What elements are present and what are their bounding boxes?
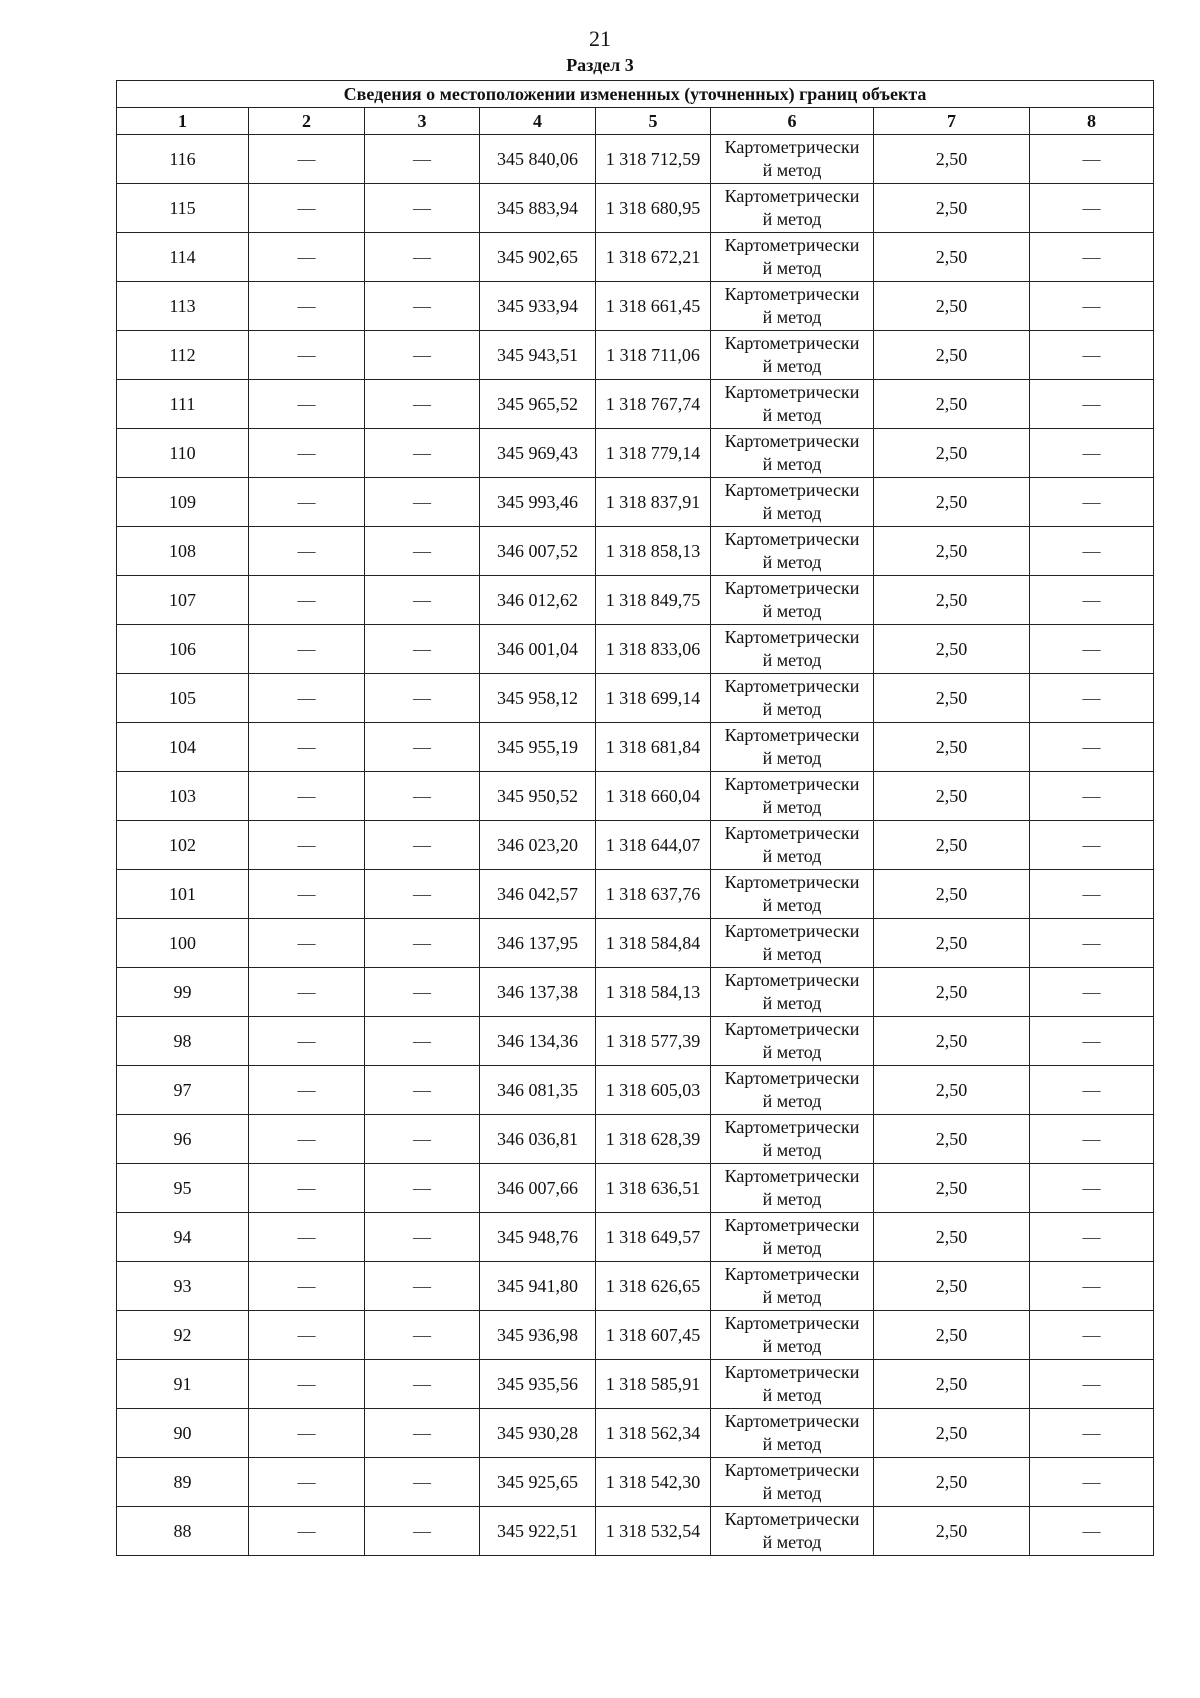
page-number: 21	[589, 26, 611, 51]
cell-col2: —	[249, 821, 365, 870]
cell-point-number: 89	[117, 1458, 249, 1507]
cell-col8: —	[1030, 772, 1154, 821]
cell-col8: —	[1030, 1507, 1154, 1556]
cell-method: Картометрически й метод	[711, 184, 874, 233]
cell-method: Картометрически й метод	[711, 380, 874, 429]
cell-y-coordinate: 1 318 858,13	[596, 527, 711, 576]
cell-accuracy: 2,50	[874, 723, 1030, 772]
column-header: 3	[365, 108, 480, 135]
cell-col3: —	[365, 1213, 480, 1262]
cell-x-coordinate: 345 943,51	[480, 331, 596, 380]
cell-col2: —	[249, 1115, 365, 1164]
cell-x-coordinate: 346 081,35	[480, 1066, 596, 1115]
cell-y-coordinate: 1 318 837,91	[596, 478, 711, 527]
cell-method: Картометрически й метод	[711, 527, 874, 576]
cell-col3: —	[365, 1017, 480, 1066]
cell-x-coordinate: 345 933,94	[480, 282, 596, 331]
cell-col8: —	[1030, 1311, 1154, 1360]
cell-x-coordinate: 346 036,81	[480, 1115, 596, 1164]
cell-col8: —	[1030, 282, 1154, 331]
table-row	[117, 1311, 1154, 1360]
cell-y-coordinate: 1 318 649,57	[596, 1213, 711, 1262]
cell-col2: —	[249, 527, 365, 576]
cell-col3: —	[365, 919, 480, 968]
cell-x-coordinate: 345 965,52	[480, 380, 596, 429]
cell-point-number: 88	[117, 1507, 249, 1556]
cell-x-coordinate: 345 958,12	[480, 674, 596, 723]
cell-col3: —	[365, 282, 480, 331]
cell-col8: —	[1030, 478, 1154, 527]
cell-x-coordinate: 346 137,95	[480, 919, 596, 968]
table-row	[117, 625, 1154, 674]
cell-y-coordinate: 1 318 532,54	[596, 1507, 711, 1556]
column-header: 1	[117, 108, 249, 135]
cell-y-coordinate: 1 318 660,04	[596, 772, 711, 821]
cell-point-number: 96	[117, 1115, 249, 1164]
cell-col8: —	[1030, 331, 1154, 380]
cell-col8: —	[1030, 674, 1154, 723]
cell-accuracy: 2,50	[874, 1262, 1030, 1311]
cell-method: Картометрически й метод	[711, 772, 874, 821]
cell-col3: —	[365, 331, 480, 380]
cell-col2: —	[249, 282, 365, 331]
cell-col8: —	[1030, 576, 1154, 625]
cell-accuracy: 2,50	[874, 919, 1030, 968]
cell-y-coordinate: 1 318 699,14	[596, 674, 711, 723]
cell-point-number: 95	[117, 1164, 249, 1213]
cell-col2: —	[249, 1164, 365, 1213]
cell-col2: —	[249, 1458, 365, 1507]
cell-x-coordinate: 345 840,06	[480, 135, 596, 184]
cell-method: Картометрически й метод	[711, 919, 874, 968]
cell-col2: —	[249, 772, 365, 821]
cell-col3: —	[365, 527, 480, 576]
cell-col2: —	[249, 1213, 365, 1262]
table-row	[117, 429, 1154, 478]
cell-col2: —	[249, 1507, 365, 1556]
cell-x-coordinate: 346 134,36	[480, 1017, 596, 1066]
cell-y-coordinate: 1 318 585,91	[596, 1360, 711, 1409]
cell-y-coordinate: 1 318 542,30	[596, 1458, 711, 1507]
cell-x-coordinate: 345 930,28	[480, 1409, 596, 1458]
cell-method: Картометрически й метод	[711, 674, 874, 723]
cell-col8: —	[1030, 919, 1154, 968]
cell-accuracy: 2,50	[874, 331, 1030, 380]
cell-y-coordinate: 1 318 605,03	[596, 1066, 711, 1115]
cell-point-number: 116	[117, 135, 249, 184]
cell-point-number: 94	[117, 1213, 249, 1262]
cell-col8: —	[1030, 1017, 1154, 1066]
cell-y-coordinate: 1 318 584,13	[596, 968, 711, 1017]
table-body	[117, 135, 1154, 1556]
cell-accuracy: 2,50	[874, 1213, 1030, 1262]
cell-accuracy: 2,50	[874, 135, 1030, 184]
cell-col8: —	[1030, 723, 1154, 772]
cell-col3: —	[365, 1262, 480, 1311]
cell-point-number: 104	[117, 723, 249, 772]
table-row	[117, 1164, 1154, 1213]
table-caption: Сведения о местоположении измененных (уточненных) границ объекта	[117, 81, 1154, 108]
cell-method: Картометрически й метод	[711, 331, 874, 380]
cell-method: Картометрически й метод	[711, 1115, 874, 1164]
cell-y-coordinate: 1 318 661,45	[596, 282, 711, 331]
cell-point-number: 101	[117, 870, 249, 919]
cell-accuracy: 2,50	[874, 1409, 1030, 1458]
table-row	[117, 821, 1154, 870]
cell-col3: —	[365, 821, 480, 870]
cell-col8: —	[1030, 1213, 1154, 1262]
cell-col3: —	[365, 968, 480, 1017]
cell-col2: —	[249, 1262, 365, 1311]
cell-col8: —	[1030, 1360, 1154, 1409]
cell-col3: —	[365, 723, 480, 772]
cell-col3: —	[365, 1360, 480, 1409]
cell-col2: —	[249, 968, 365, 1017]
cell-method: Картометрически й метод	[711, 1262, 874, 1311]
cell-col3: —	[365, 1115, 480, 1164]
cell-x-coordinate: 346 001,04	[480, 625, 596, 674]
cell-method: Картометрически й метод	[711, 821, 874, 870]
cell-y-coordinate: 1 318 672,21	[596, 233, 711, 282]
cell-point-number: 100	[117, 919, 249, 968]
cell-point-number: 103	[117, 772, 249, 821]
cell-point-number: 90	[117, 1409, 249, 1458]
cell-y-coordinate: 1 318 644,07	[596, 821, 711, 870]
table-row	[117, 1458, 1154, 1507]
cell-col8: —	[1030, 1409, 1154, 1458]
cell-accuracy: 2,50	[874, 380, 1030, 429]
cell-method: Картометрически й метод	[711, 723, 874, 772]
cell-col2: —	[249, 1017, 365, 1066]
cell-col8: —	[1030, 1115, 1154, 1164]
cell-method: Картометрически й метод	[711, 1409, 874, 1458]
cell-col2: —	[249, 380, 365, 429]
cell-x-coordinate: 345 902,65	[480, 233, 596, 282]
boundary-table	[116, 80, 1154, 1556]
cell-accuracy: 2,50	[874, 772, 1030, 821]
table-row	[117, 772, 1154, 821]
cell-col8: —	[1030, 870, 1154, 919]
cell-method: Картометрически й метод	[711, 968, 874, 1017]
cell-accuracy: 2,50	[874, 870, 1030, 919]
cell-col3: —	[365, 478, 480, 527]
cell-col3: —	[365, 1311, 480, 1360]
table-row	[117, 478, 1154, 527]
table-row	[117, 380, 1154, 429]
cell-accuracy: 2,50	[874, 1311, 1030, 1360]
cell-accuracy: 2,50	[874, 821, 1030, 870]
cell-x-coordinate: 345 925,65	[480, 1458, 596, 1507]
table-row	[117, 331, 1154, 380]
cell-point-number: 108	[117, 527, 249, 576]
cell-method: Картометрически й метод	[711, 625, 874, 674]
column-header: 8	[1030, 108, 1154, 135]
cell-x-coordinate: 345 948,76	[480, 1213, 596, 1262]
cell-col2: —	[249, 1311, 365, 1360]
cell-col3: —	[365, 1507, 480, 1556]
cell-method: Картометрически й метод	[711, 576, 874, 625]
cell-col2: —	[249, 674, 365, 723]
cell-col2: —	[249, 625, 365, 674]
column-header: 2	[249, 108, 365, 135]
cell-method: Картометрически й метод	[711, 429, 874, 478]
cell-col2: —	[249, 233, 365, 282]
cell-accuracy: 2,50	[874, 576, 1030, 625]
cell-col2: —	[249, 184, 365, 233]
cell-col8: —	[1030, 625, 1154, 674]
cell-x-coordinate: 346 007,66	[480, 1164, 596, 1213]
cell-point-number: 93	[117, 1262, 249, 1311]
cell-y-coordinate: 1 318 712,59	[596, 135, 711, 184]
cell-y-coordinate: 1 318 767,74	[596, 380, 711, 429]
cell-point-number: 110	[117, 429, 249, 478]
cell-point-number: 97	[117, 1066, 249, 1115]
cell-col3: —	[365, 1409, 480, 1458]
cell-y-coordinate: 1 318 628,39	[596, 1115, 711, 1164]
cell-x-coordinate: 345 922,51	[480, 1507, 596, 1556]
cell-col2: —	[249, 331, 365, 380]
cell-method: Картометрически й метод	[711, 1311, 874, 1360]
cell-point-number: 112	[117, 331, 249, 380]
cell-col2: —	[249, 429, 365, 478]
cell-col8: —	[1030, 233, 1154, 282]
cell-y-coordinate: 1 318 849,75	[596, 576, 711, 625]
cell-col3: —	[365, 674, 480, 723]
column-header: 6	[711, 108, 874, 135]
cell-y-coordinate: 1 318 577,39	[596, 1017, 711, 1066]
cell-x-coordinate: 345 883,94	[480, 184, 596, 233]
cell-col3: —	[365, 1164, 480, 1213]
cell-col3: —	[365, 184, 480, 233]
cell-x-coordinate: 346 012,62	[480, 576, 596, 625]
cell-accuracy: 2,50	[874, 968, 1030, 1017]
cell-x-coordinate: 346 007,52	[480, 527, 596, 576]
cell-point-number: 105	[117, 674, 249, 723]
cell-accuracy: 2,50	[874, 429, 1030, 478]
cell-col3: —	[365, 576, 480, 625]
cell-method: Картометрически й метод	[711, 1213, 874, 1262]
cell-method: Картометрически й метод	[711, 870, 874, 919]
cell-col8: —	[1030, 380, 1154, 429]
table-row	[117, 968, 1154, 1017]
cell-accuracy: 2,50	[874, 527, 1030, 576]
cell-accuracy: 2,50	[874, 1115, 1030, 1164]
cell-x-coordinate: 346 137,38	[480, 968, 596, 1017]
cell-y-coordinate: 1 318 711,06	[596, 331, 711, 380]
cell-col2: —	[249, 135, 365, 184]
column-header: 7	[874, 108, 1030, 135]
cell-point-number: 114	[117, 233, 249, 282]
cell-point-number: 91	[117, 1360, 249, 1409]
cell-method: Картометрически й метод	[711, 1017, 874, 1066]
cell-col8: —	[1030, 968, 1154, 1017]
table-row	[117, 184, 1154, 233]
cell-point-number: 102	[117, 821, 249, 870]
column-header: 5	[596, 108, 711, 135]
cell-accuracy: 2,50	[874, 1507, 1030, 1556]
cell-y-coordinate: 1 318 779,14	[596, 429, 711, 478]
cell-accuracy: 2,50	[874, 674, 1030, 723]
cell-method: Картометрически й метод	[711, 135, 874, 184]
cell-method: Картометрически й метод	[711, 282, 874, 331]
cell-accuracy: 2,50	[874, 233, 1030, 282]
cell-col3: —	[365, 429, 480, 478]
cell-col3: —	[365, 1458, 480, 1507]
cell-y-coordinate: 1 318 607,45	[596, 1311, 711, 1360]
cell-y-coordinate: 1 318 681,84	[596, 723, 711, 772]
cell-x-coordinate: 345 969,43	[480, 429, 596, 478]
table-row	[117, 870, 1154, 919]
column-header-row	[117, 108, 1154, 135]
cell-col2: —	[249, 919, 365, 968]
cell-point-number: 106	[117, 625, 249, 674]
cell-x-coordinate: 345 941,80	[480, 1262, 596, 1311]
cell-col3: —	[365, 1066, 480, 1115]
cell-accuracy: 2,50	[874, 1360, 1030, 1409]
cell-y-coordinate: 1 318 637,76	[596, 870, 711, 919]
cell-y-coordinate: 1 318 626,65	[596, 1262, 711, 1311]
cell-point-number: 111	[117, 380, 249, 429]
cell-method: Картометрически й метод	[711, 233, 874, 282]
cell-point-number: 107	[117, 576, 249, 625]
cell-point-number: 109	[117, 478, 249, 527]
cell-accuracy: 2,50	[874, 184, 1030, 233]
section-title: Раздел 3	[566, 55, 634, 75]
cell-point-number: 98	[117, 1017, 249, 1066]
cell-col8: —	[1030, 821, 1154, 870]
table-row	[117, 1360, 1154, 1409]
cell-method: Картометрически й метод	[711, 1360, 874, 1409]
cell-col8: —	[1030, 135, 1154, 184]
cell-accuracy: 2,50	[874, 625, 1030, 674]
cell-y-coordinate: 1 318 833,06	[596, 625, 711, 674]
cell-x-coordinate: 346 042,57	[480, 870, 596, 919]
cell-x-coordinate: 346 023,20	[480, 821, 596, 870]
cell-method: Картометрически й метод	[711, 1458, 874, 1507]
cell-col2: —	[249, 1360, 365, 1409]
table-row	[117, 1115, 1154, 1164]
cell-accuracy: 2,50	[874, 1066, 1030, 1115]
table-row	[117, 1409, 1154, 1458]
cell-method: Картометрически й метод	[711, 1507, 874, 1556]
cell-point-number: 92	[117, 1311, 249, 1360]
table-row	[117, 723, 1154, 772]
table-row	[117, 576, 1154, 625]
cell-col2: —	[249, 1066, 365, 1115]
cell-col8: —	[1030, 1066, 1154, 1115]
cell-col2: —	[249, 723, 365, 772]
cell-col2: —	[249, 870, 365, 919]
cell-col8: —	[1030, 1458, 1154, 1507]
column-header: 4	[480, 108, 596, 135]
cell-method: Картометрически й метод	[711, 1066, 874, 1115]
cell-x-coordinate: 345 950,52	[480, 772, 596, 821]
cell-point-number: 99	[117, 968, 249, 1017]
cell-col8: —	[1030, 429, 1154, 478]
cell-method: Картометрически й метод	[711, 478, 874, 527]
cell-accuracy: 2,50	[874, 478, 1030, 527]
cell-x-coordinate: 345 955,19	[480, 723, 596, 772]
table-row	[117, 1507, 1154, 1556]
cell-col2: —	[249, 576, 365, 625]
cell-y-coordinate: 1 318 562,34	[596, 1409, 711, 1458]
table-row	[117, 233, 1154, 282]
cell-accuracy: 2,50	[874, 282, 1030, 331]
cell-col3: —	[365, 772, 480, 821]
cell-col3: —	[365, 870, 480, 919]
cell-col2: —	[249, 478, 365, 527]
table-row	[117, 1066, 1154, 1115]
cell-accuracy: 2,50	[874, 1017, 1030, 1066]
table-row	[117, 1262, 1154, 1311]
cell-col2: —	[249, 1409, 365, 1458]
cell-method: Картометрически й метод	[711, 1164, 874, 1213]
table-row	[117, 282, 1154, 331]
cell-col3: —	[365, 233, 480, 282]
table-row	[117, 1017, 1154, 1066]
cell-col3: —	[365, 380, 480, 429]
cell-col8: —	[1030, 1164, 1154, 1213]
cell-y-coordinate: 1 318 636,51	[596, 1164, 711, 1213]
cell-x-coordinate: 345 935,56	[480, 1360, 596, 1409]
table-row	[117, 135, 1154, 184]
cell-x-coordinate: 345 936,98	[480, 1311, 596, 1360]
cell-y-coordinate: 1 318 584,84	[596, 919, 711, 968]
table-row	[117, 527, 1154, 576]
cell-col3: —	[365, 625, 480, 674]
cell-point-number: 115	[117, 184, 249, 233]
cell-x-coordinate: 345 993,46	[480, 478, 596, 527]
cell-col3: —	[365, 135, 480, 184]
table-row	[117, 919, 1154, 968]
cell-point-number: 113	[117, 282, 249, 331]
cell-col8: —	[1030, 1262, 1154, 1311]
table-row	[117, 1213, 1154, 1262]
cell-accuracy: 2,50	[874, 1458, 1030, 1507]
cell-col8: —	[1030, 184, 1154, 233]
table-row	[117, 674, 1154, 723]
cell-accuracy: 2,50	[874, 1164, 1030, 1213]
cell-col8: —	[1030, 527, 1154, 576]
cell-y-coordinate: 1 318 680,95	[596, 184, 711, 233]
